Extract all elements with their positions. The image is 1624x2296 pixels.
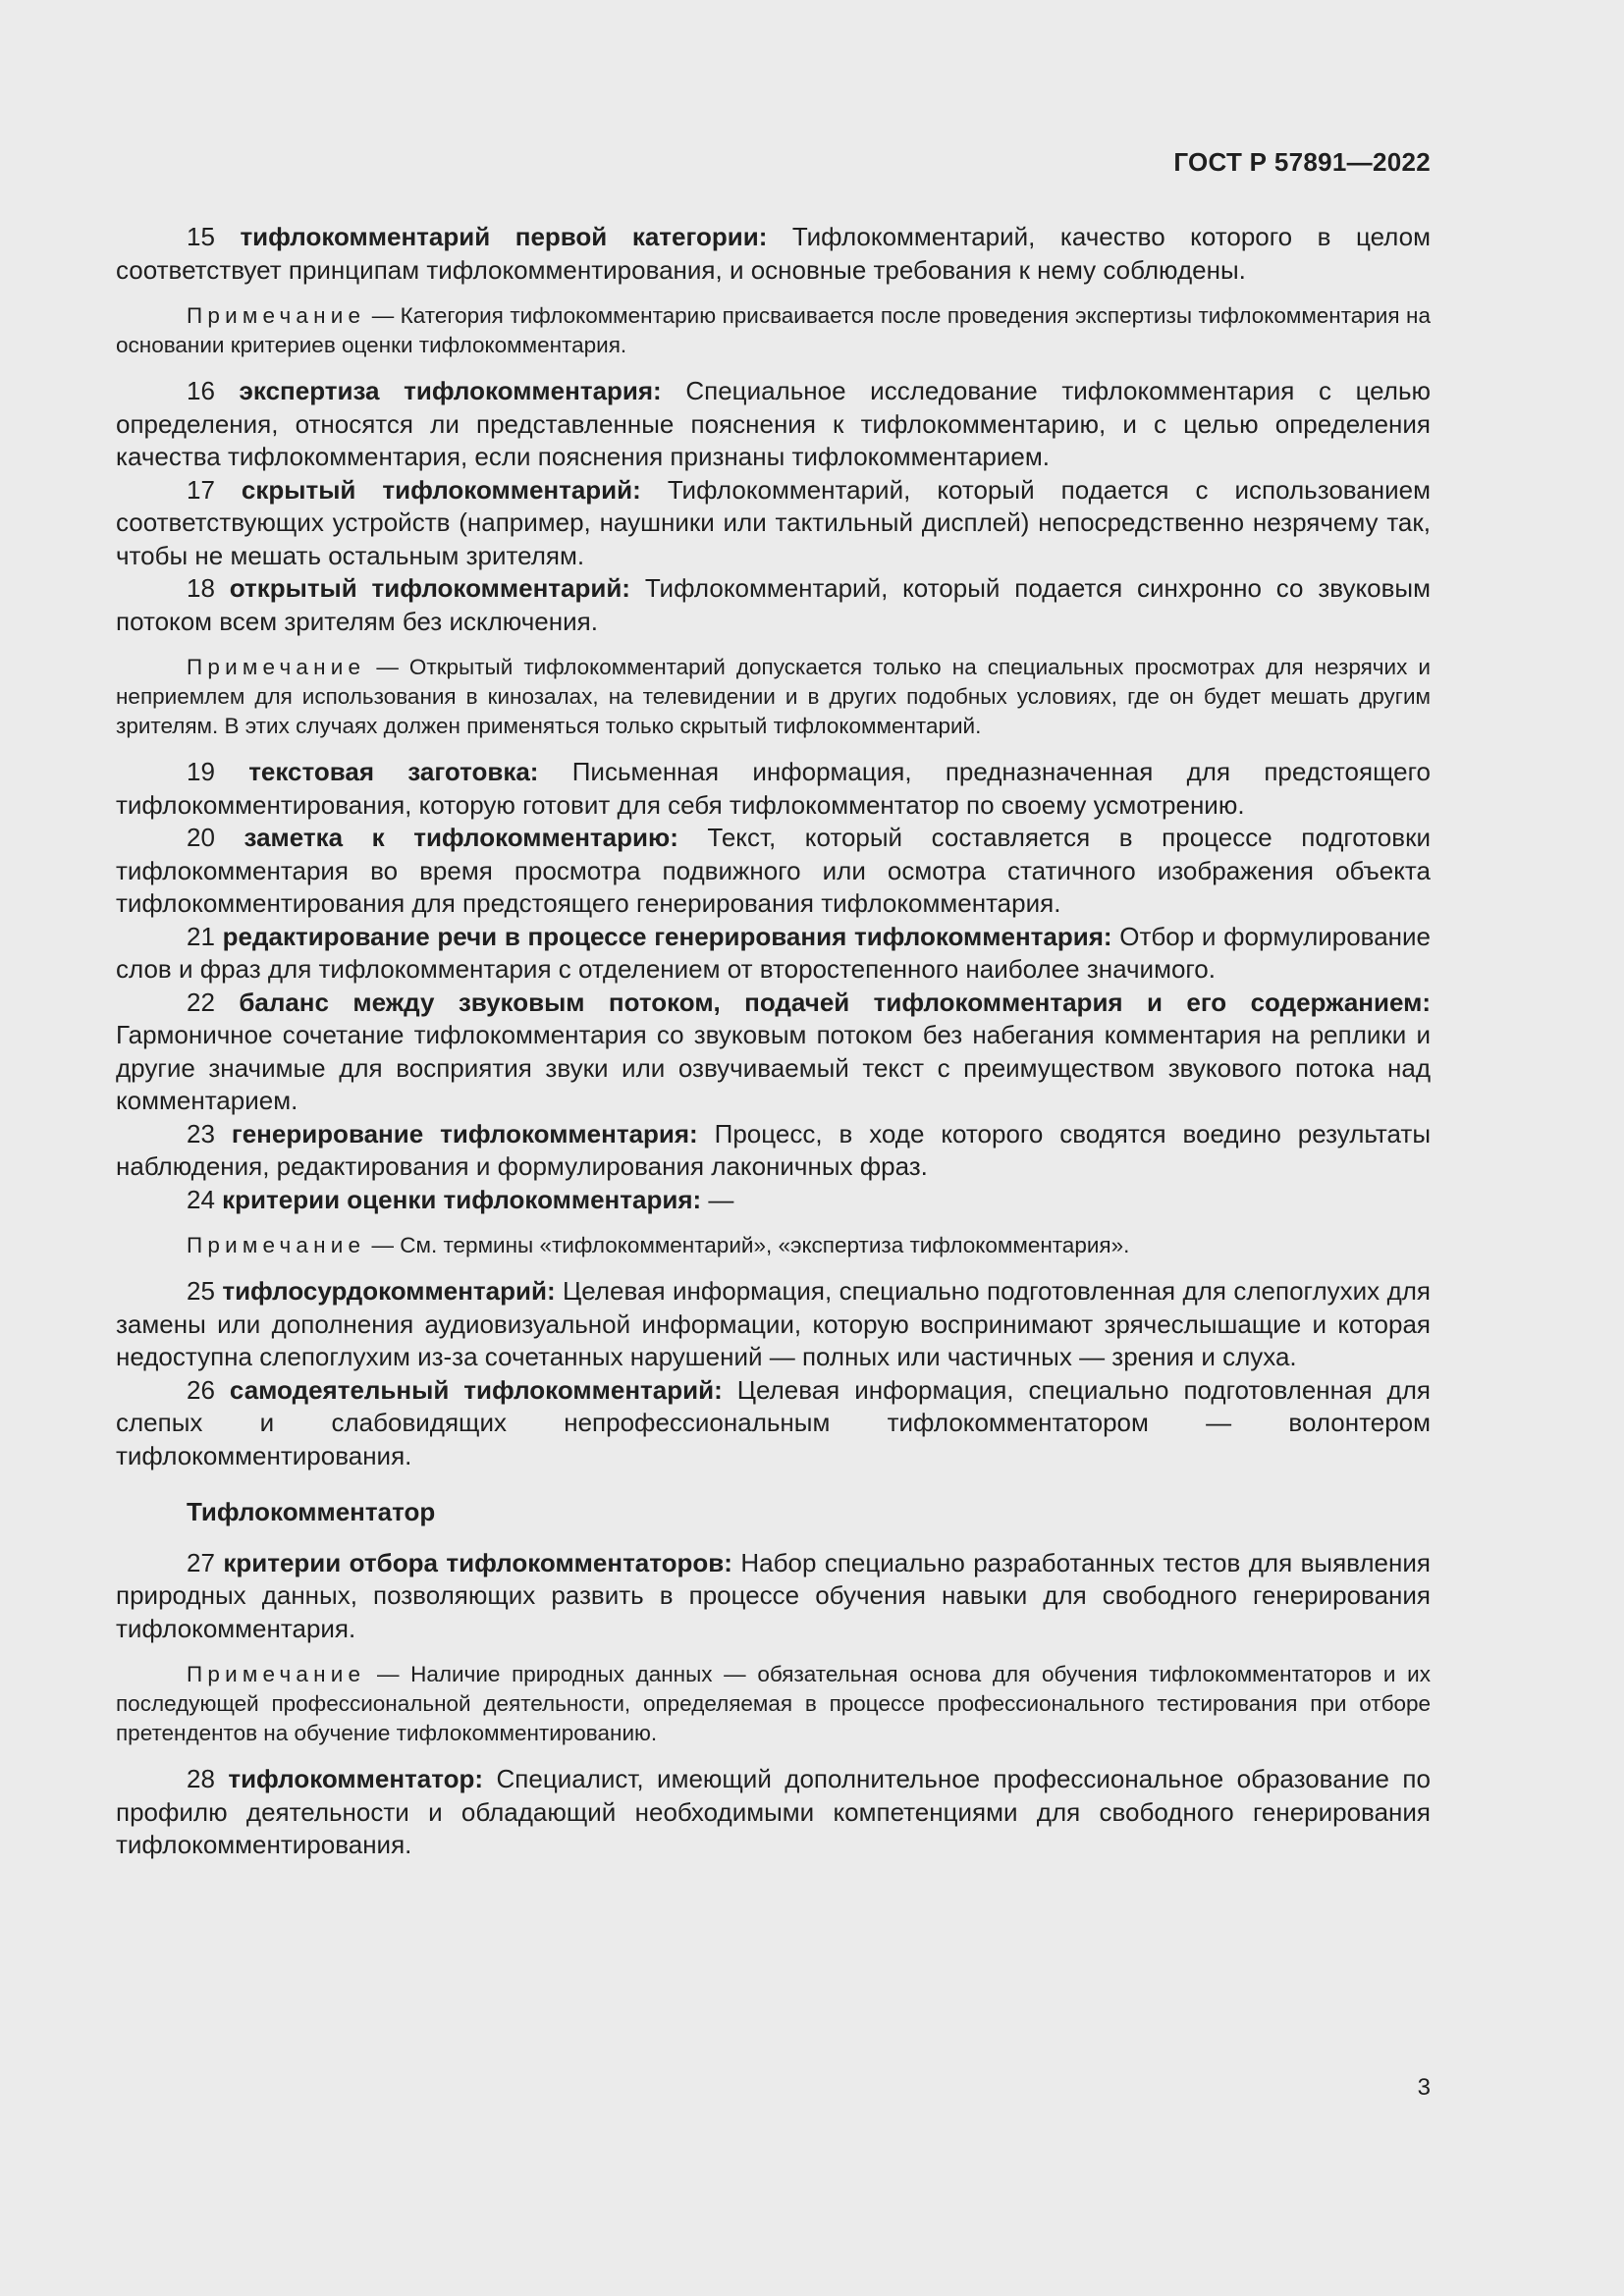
- note-18: [116, 653, 1431, 741]
- term-entry-25: [116, 1275, 1431, 1374]
- note-27: [116, 1660, 1431, 1748]
- term-entry-18: [116, 572, 1431, 638]
- term-definition: Процесс, в ходе которого сводятся воедино результаты наблюдения, редактирования и формулирования лаконичных фраз.: [116, 1118, 1431, 1181]
- term-number: 20: [187, 823, 215, 852]
- document-code-header: ГОСТ Р 57891—2022: [1173, 147, 1431, 177]
- term-number: 25: [187, 1276, 215, 1306]
- term-name: тифлокомментарий первой категории:: [240, 222, 768, 251]
- term-number: 16: [187, 376, 215, 405]
- term-number: 27: [187, 1547, 215, 1577]
- term-name: тифлокомментатор:: [228, 1764, 484, 1793]
- term-name: текстовая заготовка:: [248, 757, 539, 786]
- term-definition: Специалист, имеющий дополнительное профессиональное образование по профилю деятельности и обладающий необходимыми компетенциями для свободного генерирования тифлокомментирования.: [116, 1764, 1431, 1859]
- term-entry-17: [116, 474, 1431, 573]
- note-text: Открытый тифлокомментарий допускается только на специальных просмотрах для незрячих и неприемлем для использования в кинозалах, на телевидении и в других подобных условиях, где он будет мешать другим зрителям. В этих случаях должен применяться только скрытый тифлокомментарий.: [116, 655, 1431, 738]
- term-definition: Специальное исследование тифлокомментария с целью определения, относятся ли представленные пояснения к тифлокомментарию, и с целью определения качества тифлокомментария, если пояснения признаны тифлокомментарием.: [116, 376, 1431, 471]
- term-definition: Целевая информация, специально подготовленная для слепоглухих для замены или дополнения аудиовизуальной информации, которую воспринимают зрячеслышащие и которая недоступна слепоглухим из-за сочетанных нарушений — полных или частичных — зрения и слуха.: [116, 1276, 1431, 1371]
- note-label: Примечание: [187, 1662, 366, 1686]
- term-name: скрытый тифлокомментарий:: [241, 474, 641, 505]
- term-entry-16: [116, 375, 1431, 474]
- term-definition: Тифлокомментарий, который подается синхронно со звуковым потоком всем зрителям без исключения.: [116, 573, 1431, 636]
- term-number: 17: [187, 474, 215, 505]
- term-entry-28: [116, 1763, 1431, 1862]
- term-name: экспертиза тифлокомментария:: [239, 376, 662, 405]
- term-entry-26: [116, 1374, 1431, 1473]
- term-number: 28: [187, 1764, 215, 1793]
- term-name: тифлосурдокомментарий:: [222, 1276, 556, 1306]
- note-dash: —: [371, 1233, 394, 1257]
- term-number: 15: [187, 222, 215, 251]
- term-entry-23: [116, 1118, 1431, 1184]
- term-number: 21: [187, 921, 215, 951]
- term-entry-19: [116, 756, 1431, 822]
- term-name: заметка к тифлокомментарию:: [244, 823, 678, 852]
- term-name: критерии отбора тифлокомментаторов:: [223, 1547, 732, 1577]
- term-name: самодеятельный тифлокомментарий:: [229, 1374, 723, 1405]
- term-name: генерирование тифлокомментария:: [231, 1118, 698, 1148]
- term-definition: Тифлокомментарий, качество которого в целом соответствует принципам тифлокомментирования, и основные требования к нему соблюдены.: [116, 222, 1431, 285]
- term-number: 24: [187, 1184, 215, 1214]
- term-definition: Целевая информация, специально подготовленная для слепых и слабовидящих непрофессиональным тифлокомментатором — волонтером тифлокомментирования.: [116, 1374, 1431, 1470]
- note-text: См. термины «тифлокомментарий», «экспертиза тифлокомментария».: [400, 1233, 1130, 1257]
- note-text: Категория тифлокомментарию присваивается после проведения экспертизы тифлокомментария на основании критериев оценки тифлокомментария.: [116, 303, 1431, 357]
- term-entry-22: [116, 987, 1431, 1118]
- term-definition: Гармоничное сочетание тифлокомментария со звуковым потоком без набегания комментария на реплики и другие значимые для восприятия звуки или озвучиваемый текст с преимуществом звукового потока над комментарием.: [116, 1020, 1431, 1115]
- term-name: открытый тифлокомментарий:: [229, 573, 630, 603]
- term-number: 18: [187, 573, 215, 603]
- note-text: Наличие природных данных — обязательная основа для обучения тифлокомментаторов и их последующей профессиональной деятельности, определяемая в процессе профессионального тестирования при отборе претендентов на обучение тифлокомментированию.: [116, 1662, 1431, 1745]
- note-label: Примечание: [187, 655, 366, 679]
- term-definition: —: [708, 1184, 734, 1214]
- note-dash: —: [376, 655, 399, 679]
- term-entry-20: [116, 822, 1431, 921]
- term-name: критерии оценки тифлокомментария:: [222, 1184, 702, 1214]
- term-name: редактирование речи в процессе генерирования тифлокомментария:: [222, 921, 1112, 951]
- term-definition: Тифлокомментарий, который подается с использованием соответствующих устройств (например, наушники или тактильный дисплей) непосредственно незрячему так, чтобы не мешать остальным зрителям.: [116, 474, 1431, 570]
- note-dash: —: [376, 1662, 400, 1686]
- term-number: 23: [187, 1118, 215, 1148]
- term-entry-21: [116, 921, 1431, 987]
- note-15: [116, 301, 1431, 360]
- term-entry-27: [116, 1547, 1431, 1646]
- term-definition: Письменная информация, предназначенная для предстоящего тифлокомментирования, которую готовит для себя тифлокомментатор по своему усмотрению.: [116, 757, 1431, 820]
- note-dash: —: [371, 303, 395, 328]
- note-label: Примечание: [187, 1233, 366, 1257]
- term-entry-15: [116, 221, 1431, 287]
- term-number: 26: [187, 1374, 215, 1405]
- document-body: [116, 221, 1431, 1862]
- page-number: 3: [1417, 2074, 1431, 2101]
- term-number: 22: [187, 987, 215, 1017]
- note-label: Примечание: [187, 303, 366, 328]
- document-page: [116, 0, 1431, 2296]
- term-definition: Набор специально разработанных тестов для выявления природных данных, позволяющих развить в процессе обучения навыки для свободного генерирования тифлокомментария.: [116, 1547, 1431, 1643]
- term-name: баланс между звуковым потоком, подачей тифлокомментария и его содержанием:: [239, 987, 1431, 1017]
- term-definition: Отбор и формулирование слов и фраз для тифлокомментария с отделением от второстепенного наиболее значимого.: [116, 921, 1432, 984]
- term-entry-24: [116, 1184, 1431, 1217]
- section-heading: Тифлокомментатор: [187, 1497, 436, 1526]
- note-24: [116, 1231, 1431, 1260]
- term-number: 19: [187, 757, 215, 786]
- term-definition: Текст, который составляется в процессе подготовки тифлокомментария во время просмотра подвижного или осмотра статичного изображения объекта тифлокомментирования для предстоящего генерирования тифлокомментария.: [116, 823, 1431, 918]
